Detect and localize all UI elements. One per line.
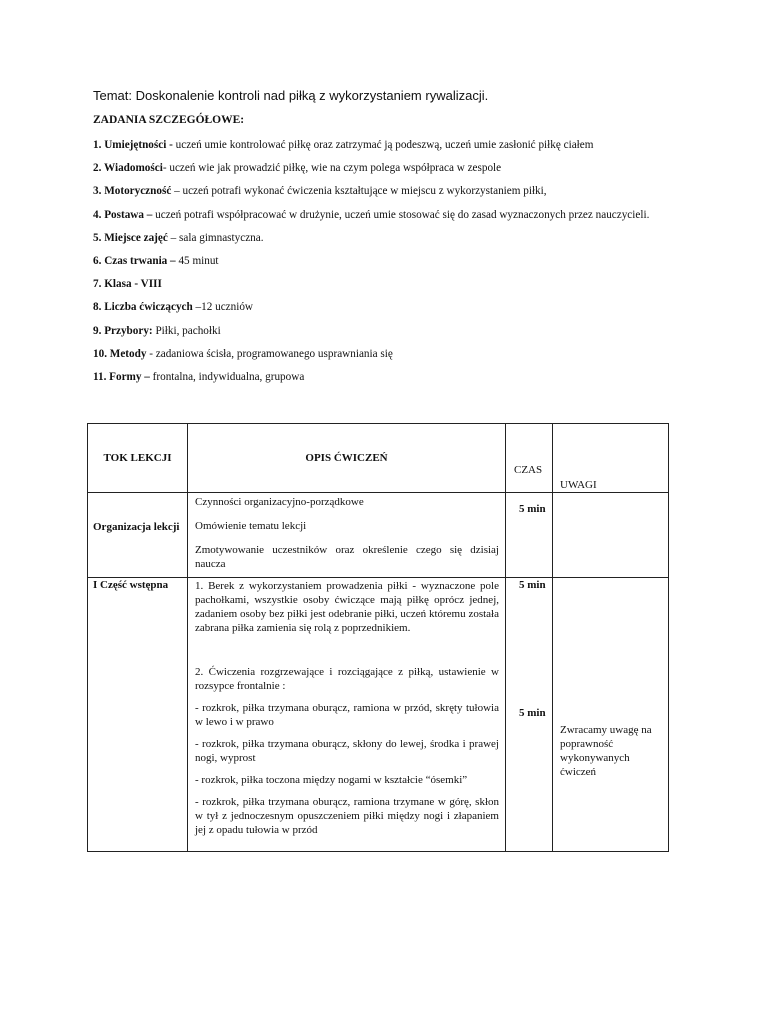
task-item	[93, 277, 683, 300]
phase-label: I Część wstępna	[88, 578, 188, 852]
exercise-step: - rozkrok, piłka toczona między nogami w kształcie “ósemki”	[195, 774, 468, 786]
task-label: 6. Czas trwania –	[93, 254, 176, 267]
task-text: – uczeń potrafi wykonać ćwiczenia kształtujące w miejscu z wykorzystaniem piłki,	[171, 185, 547, 198]
header-czas: CZAS	[506, 424, 553, 493]
header-tok-lekcji: TOK LEKCJI	[88, 424, 188, 493]
task-label: 4. Postawa –	[93, 208, 153, 221]
task-item	[93, 138, 683, 161]
table-row	[88, 578, 669, 852]
task-item	[93, 300, 683, 323]
task-label: 1. Umiejętności -	[93, 139, 173, 151]
phase-label: Organizacja lekcji	[88, 493, 188, 578]
exercise-step: - rozkrok, piłka trzymana oburącz, skłony do lewej, środka i prawej nogi, wyprost	[195, 738, 499, 764]
time-exercise-2: 5 min	[519, 707, 546, 719]
task-label: 5. Miejsce zajęć	[93, 231, 168, 244]
table-header-row	[88, 424, 669, 493]
task-item	[93, 347, 683, 370]
task-text: Piłki, pachołki	[152, 324, 221, 337]
task-item	[93, 184, 683, 207]
lesson-plan-table	[87, 423, 669, 852]
task-item	[93, 324, 683, 347]
task-list	[93, 138, 683, 393]
time-exercise-1: 5 min	[519, 579, 546, 591]
phase-description	[188, 578, 506, 852]
task-label: 10. Metody	[93, 347, 147, 360]
exercise-2: 2. Ćwiczenia rozgrzewające i rozciągające z piłką, ustawienie w rozsypce frontalnie :	[195, 666, 499, 692]
task-item	[93, 208, 683, 231]
task-item	[93, 254, 683, 277]
exercise-step: - rozkrok, piłka trzymana oburącz, ramiona w przód, skręty tułowia w lewo i w prawo	[195, 702, 499, 728]
description-line: Omówienie tematu lekcji	[195, 520, 307, 532]
task-label: 11. Formy –	[93, 370, 150, 383]
task-text: uczeń umie kontrolować piłkę oraz zatrzymać ją podeszwą, uczeń umie zasłonić piłkę ciałem	[172, 139, 594, 151]
description-line: Czynności organizacyjno-porządkowe	[195, 496, 364, 508]
task-text: - uczeń wie jak prowadzić piłkę, wie na czym polega współpraca w zespole	[162, 162, 502, 175]
task-text: – sala gimnastyczna.	[167, 231, 264, 244]
phase-time: 5 min	[506, 493, 553, 578]
task-item	[93, 370, 683, 393]
task-label: 9. Przybory:	[93, 324, 153, 337]
exercise-step: - rozkrok, piłka trzymana oburącz, ramiona trzymane w górę, skłon w tył z jednoczesnym opuszczeniem piłki między nogi i złapaniem jej z opadu tułowia w przód	[195, 796, 499, 836]
phase-notes	[553, 493, 669, 578]
task-label: 3. Motoryczność	[93, 185, 172, 198]
task-item	[93, 231, 683, 254]
phase-description	[188, 493, 506, 578]
task-text: - zadaniowa ścisła, programowanego usprawniania się	[146, 347, 393, 360]
header-uwagi: UWAGI	[553, 424, 669, 493]
task-label: 7. Klasa - VIII	[93, 278, 162, 291]
table-row	[88, 493, 669, 578]
task-text: frontalna, indywidualna, grupowa	[149, 370, 305, 383]
phase-notes: Zwracamy uwagę na poprawność wykonywanych ćwiczeń	[553, 578, 669, 852]
task-text: uczeń potrafi współpracować w drużynie, uczeń umie stosować się do zasad wyznaczonych przez nauczycieli.	[152, 208, 650, 221]
tasks-heading: ZADANIA SZCZEGÓŁOWE:	[93, 114, 245, 126]
lesson-title: Temat: Doskonalenie kontroli nad piłką z wykorzystaniem rywalizacji.	[93, 88, 489, 103]
phase-time	[506, 578, 553, 852]
exercise-1: 1. Berek z wykorzystaniem prowadzenia piłki - wyznaczone pole pachołkami, wszystkie osoby ćwiczące mają piłkę oprócz jednej, zadaniem osoby bez piłki jest odebranie piłki, uczeń któremu została zabrana piłka zamienia się rolą z poprzednikiem.	[195, 580, 499, 634]
task-item	[93, 161, 683, 184]
task-label: 8. Liczba ćwiczących	[93, 301, 193, 314]
task-text: –12 uczniów	[192, 301, 254, 314]
task-text: 45 minut	[175, 254, 219, 267]
task-label: 2. Wiadomości	[93, 162, 163, 175]
header-opis-cwiczen: OPIS ĆWICZEŃ	[188, 424, 506, 493]
description-line: Zmotywowanie uczestników oraz określenie czego się dzisiaj naucza	[195, 544, 499, 570]
